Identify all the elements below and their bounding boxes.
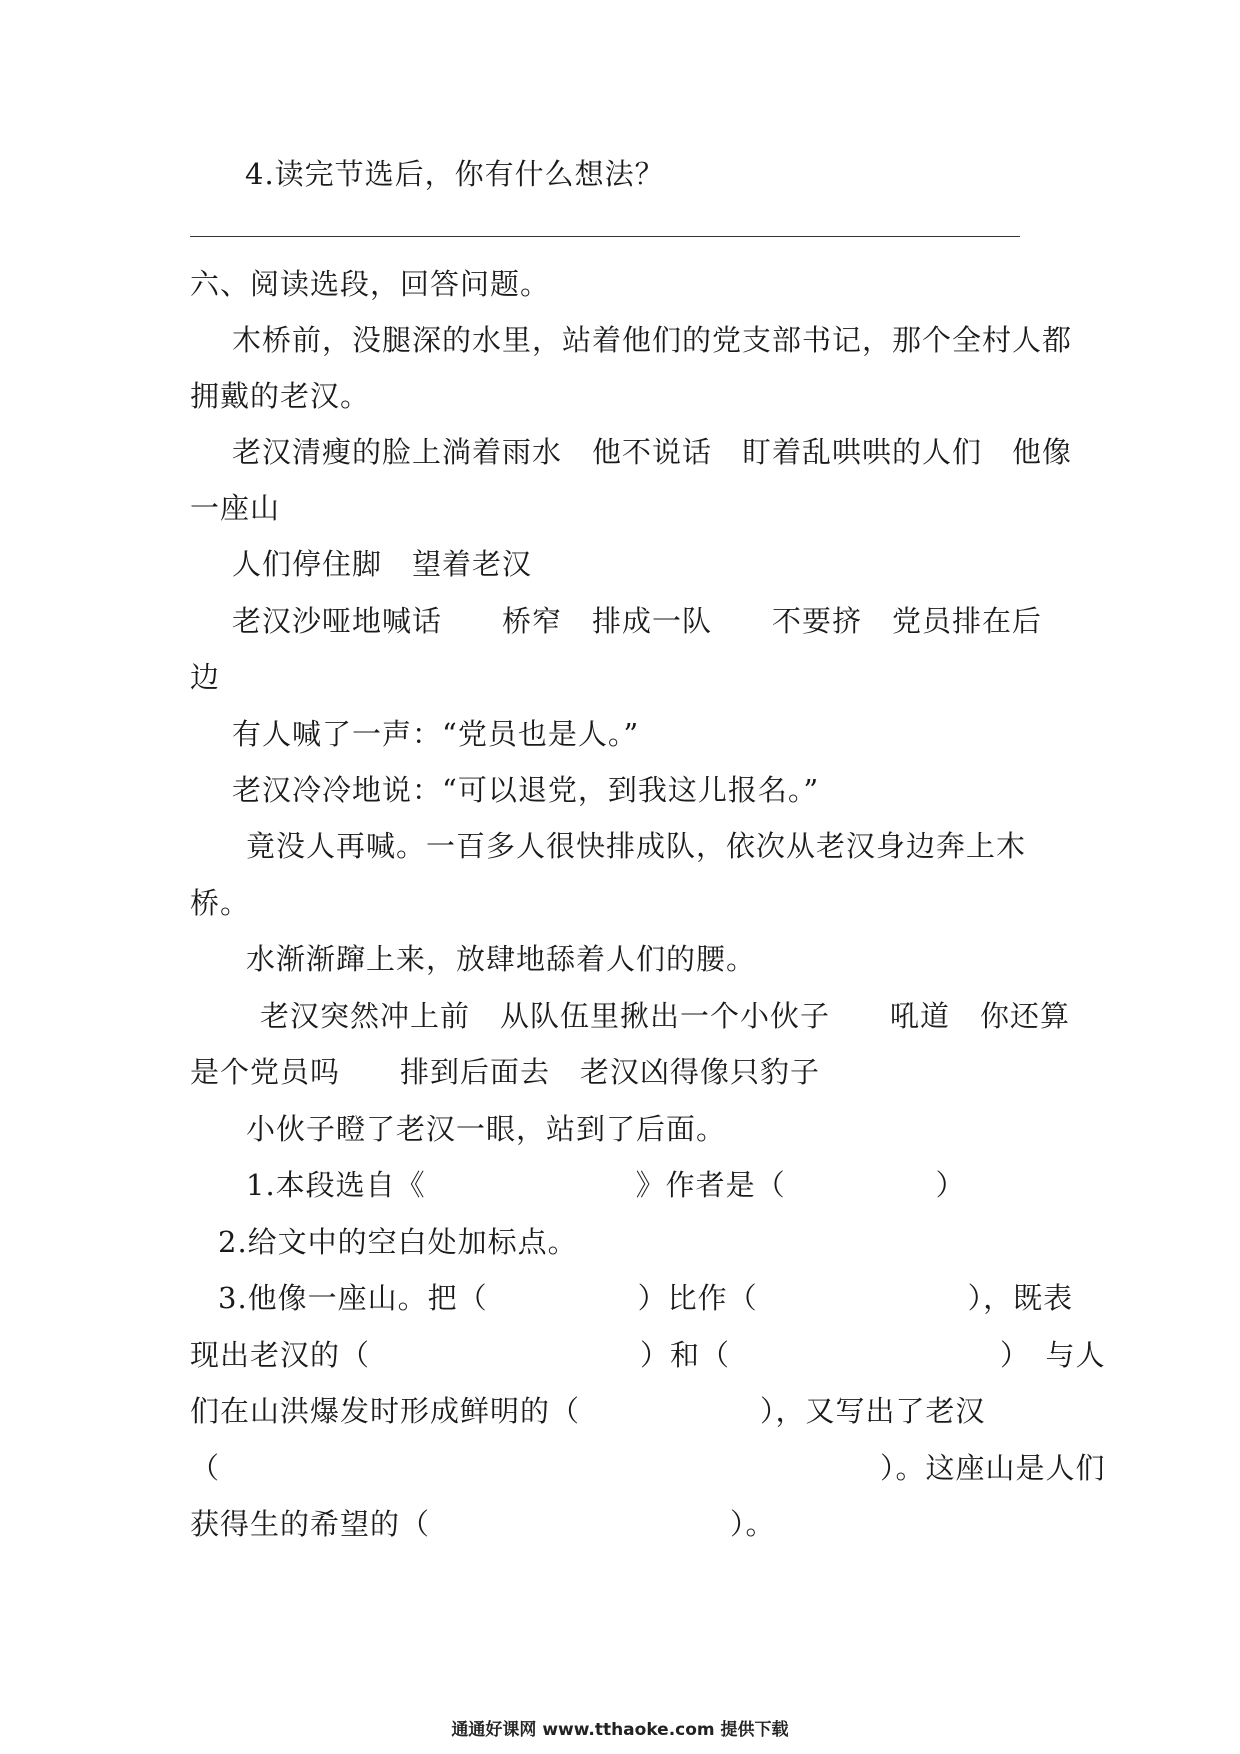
passage-line: 老汉沙哑地喊话 桥窄 排成一队 不要挤 党员排在后 — [232, 604, 1043, 638]
passage-line: 边 — [190, 660, 221, 694]
passage-line: 小伙子瞪了老汉一眼，站到了后面。 — [246, 1112, 727, 1146]
question-4: 4.读完节选后，你有什么想法？ — [245, 157, 665, 191]
passage-line: 老汉冷冷地说：“可以退党，到我这儿报名。” — [232, 773, 820, 807]
question-line: 3.他像一座山。把（ ）比作（ ），既表 — [218, 1281, 1074, 1315]
question-line: 2.给文中的空白处加标点。 — [218, 1225, 578, 1259]
section-title: 六、阅读选段，回答问题。 — [190, 267, 551, 301]
passage-line: 人们停住脚 望着老汉 — [232, 547, 533, 581]
question-line: 现出老汉的（ ）和（ ） 与人 — [190, 1338, 1106, 1372]
passage-line: 一座山 — [190, 491, 281, 525]
passage-line: 老汉清瘦的脸上淌着雨水 他不说话 盯着乱哄哄的人们 他像 — [232, 435, 1073, 469]
question-line: 1.本段选自《 》作者是（ ） — [246, 1168, 966, 1202]
passage-line: 是个党员吗 排到后面去 老汉凶得像只豹子 — [190, 1055, 821, 1089]
question-line: 们在山洪爆发时形成鲜明的（ ），又写出了老汉 — [190, 1394, 986, 1428]
passage-line: 木桥前，没腿深的水里，站着他们的党支部书记，那个全村人都 — [232, 323, 1073, 357]
passage-line: 老汉突然冲上前 从队伍里揪出一个小伙子 吼道 你还算 — [260, 999, 1071, 1033]
question-line: 获得生的希望的（ ）。 — [190, 1507, 776, 1541]
passage-line: 桥。 — [190, 886, 251, 920]
answer-rule — [190, 236, 1020, 237]
footer-watermark: 通通好课网 www.tthaoke.com 提供下载 — [451, 1720, 789, 1740]
question-line: （ ）。这座山是人们 — [190, 1451, 1106, 1485]
passage-line: 有人喊了一声：“党员也是人。” — [232, 717, 640, 751]
passage-line: 竟没人再喊。一百多人很快排成队，依次从老汉身边奔上木 — [246, 829, 1027, 863]
passage-line: 水渐渐蹿上来，放肆地舔着人们的腰。 — [246, 942, 757, 976]
passage-line: 拥戴的老汉。 — [190, 379, 371, 413]
